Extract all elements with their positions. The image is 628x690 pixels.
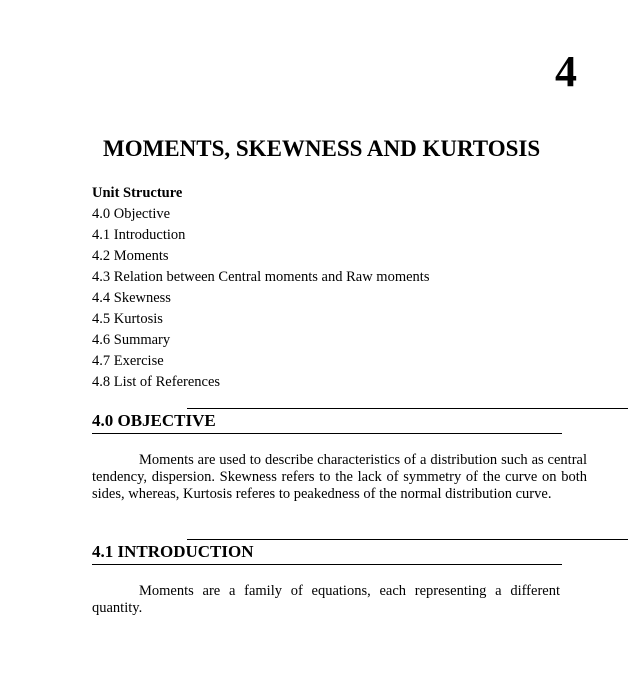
unit-structure-item: 4.3 Relation between Central moments and Raw moments xyxy=(92,269,430,285)
section-bottom-rule xyxy=(92,564,562,565)
chapter-title: MOMENTS, SKEWNESS AND KURTOSIS xyxy=(103,136,541,161)
unit-structure xyxy=(92,183,429,393)
section-heading-objective: 4.0 OBJECTIVE xyxy=(92,411,216,430)
introduction-paragraph: Moments are a family of equations, each representing a different quantity. xyxy=(92,583,560,616)
unit-structure-item: 4.2 Moments xyxy=(92,248,169,264)
unit-structure-item: 4.4 Skewness xyxy=(92,290,171,306)
section-bottom-rule xyxy=(92,433,562,434)
unit-structure-item: 4.7 Exercise xyxy=(92,353,164,369)
objective-paragraph: Moments are used to describe characteristics of a distribution such as central tendency, dispersion. Skewness refers to the lack of symmetry of the curve on both sides, whereas, Kurtosis referes to peakedness of the normal distribution curve. xyxy=(92,452,587,502)
unit-structure-item: 4.8 List of References xyxy=(92,374,221,390)
unit-structure-item: 4.0 Objective xyxy=(92,206,171,222)
unit-structure-item: 4.6 Summary xyxy=(92,332,171,348)
section-top-rule xyxy=(187,539,628,540)
section-top-rule xyxy=(187,408,628,409)
chapter-number: 4 xyxy=(555,47,577,96)
unit-structure-item: 4.5 Kurtosis xyxy=(92,311,163,327)
section-heading-introduction: 4.1 INTRODUCTION xyxy=(92,542,254,561)
unit-structure-heading: Unit Structure xyxy=(92,185,183,201)
unit-structure-item: 4.1 Introduction xyxy=(92,227,186,243)
